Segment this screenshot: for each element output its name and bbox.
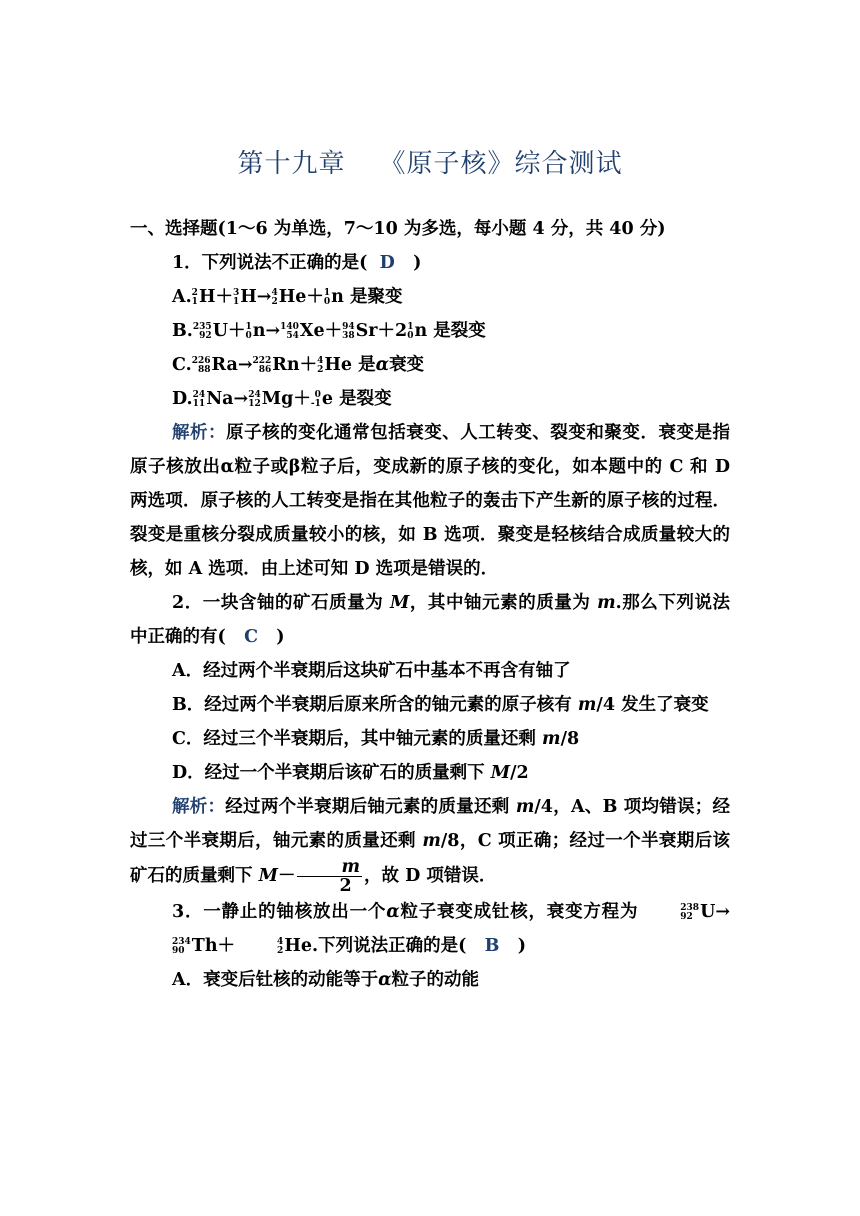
question-1-option-c: C. 226 88 Ra→ 222 86 Rn＋ 4 2 He 是α衰变: [172, 355, 425, 375]
question-3-option-a: A．衰变后钍核的动能等于α粒子的动能: [172, 970, 480, 990]
fraction-m-over-2: $\frac{m}{2}$: [297, 858, 362, 895]
question-1-answer: D: [379, 253, 395, 273]
analysis-label: 解析：: [172, 423, 227, 443]
question-2-option-a: A．经过两个半衰期后这块矿石中基本不再含有铀了: [172, 661, 571, 681]
question-1-option-d: D. 24 11 Na→ 24 12 Mg＋ 0 -1 e 是裂变: [172, 389, 392, 409]
page-title: [0, 143, 860, 180]
chapter-name: 《原子核》综合测试: [379, 149, 623, 179]
question-3-answer: B: [484, 936, 500, 956]
question-2-stem: 2．一块含铀的矿石质量为 M，其中铀元素的质量为 m.那么下列说法中正确的有( C ): [130, 593, 731, 647]
question-1-stem: 1．下列说法不正确的是( D ): [172, 253, 422, 273]
question-2-answer: C: [244, 627, 258, 647]
question-2-option-d: D．经过一个半衰期后该矿石的质量剩下 M/2: [172, 763, 529, 783]
question-2-option-c: C．经过三个半衰期后，其中铀元素的质量还剩 m/8: [172, 729, 580, 749]
section-heading: 一、选择题(1～6 为单选，7～10 为多选，每小题 4 分，共 40 分): [130, 219, 666, 239]
question-2-option-b: B．经过两个半衰期后原来所含的铀元素的原子核有 m/4 发生了衰变: [172, 695, 709, 715]
question-2-analysis: 解析：经过两个半衰期后铀元素的质量还剩 m/4，A、B 项均错误；经过三个半衰期后，铀元素的质量还剩 m/8，C 项正确；经过一个半衰期后该矿石的质量剩下 M－ $\frac{m}{2}$ ，故 D 项错误．: [130, 797, 731, 896]
analysis-label: 解析：: [172, 797, 226, 817]
question-1-option-b: B. 235 92 U＋ 1 0 n→ 140 54 Xe＋ 94 38 Sr＋2 1 0 n 是裂变: [172, 321, 486, 341]
question-1-analysis: 解析：原子核的变化通常包括衰变、人工转变、裂变和聚变．衰变是指原子核放出α粒子或β粒子后，变成新的原子核的变化，如本题中的 C 和 D 两选项．原子核的人工转变是指在其他粒子的轰击下产生新的原子核的过程．裂变是重核分裂成质量较小的核，如 B 选项．聚变是轻核结合成质量较大的核，如 A 选项．由上述可知 D 选项是错误的．: [130, 423, 731, 579]
question-1-option-a: A. 2 1 H＋ 3 1 H→ 4 2 He＋ 1 0 n 是聚变: [172, 287, 403, 307]
question-3-stem: 3．一静止的铀核放出一个α粒子衰变成钍核，衰变方程为 238 92 U→ 234 90 Th＋ 4 2 He.下列说法正确的是( B ): [172, 902, 731, 956]
document-body: [130, 212, 730, 997]
chapter-label: 第十九章: [237, 149, 346, 179]
